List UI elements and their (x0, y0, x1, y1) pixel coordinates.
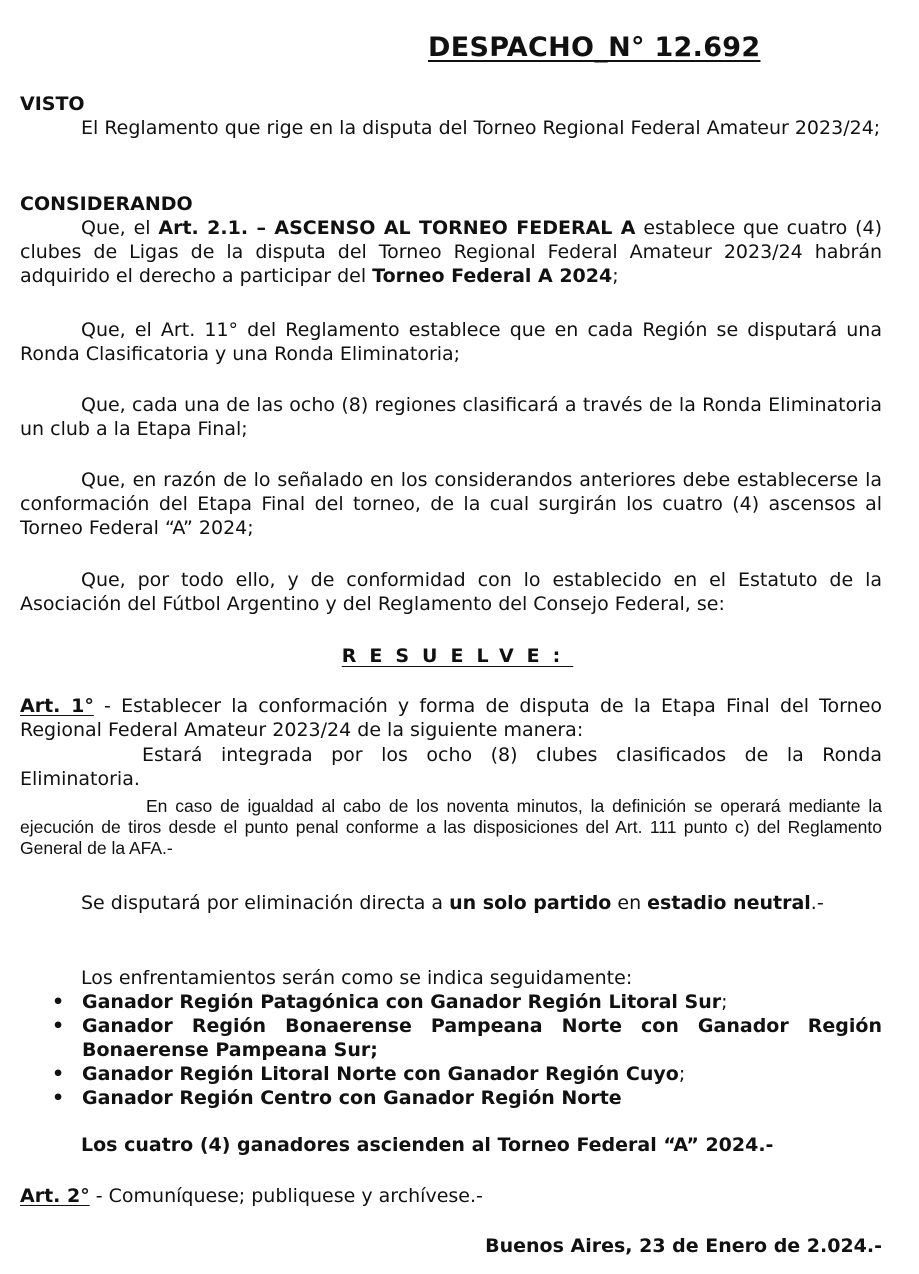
visto-heading: VISTO (20, 93, 85, 115)
list-item: • Ganador Región Bonaerense Pampeana Norte con Ganador Región Bonaerense Pampeana Sur; (52, 1015, 882, 1061)
ganadores-text: Los cuatro (4) ganadores ascienden al Torneo Federal “A” 2024.- (81, 1134, 774, 1156)
art1-integrada: Estará integrada por los ocho (8) clubes clasificados de la Ronda Eliminatoria. (20, 744, 882, 790)
considerando-section (20, 192, 882, 288)
considerando-heading: CONSIDERANDO (20, 193, 193, 215)
art1-label: Art. 1° (20, 695, 94, 717)
art2-paragraph: Art. 2° - Comuníquese; publiquese y archívese.- (20, 1185, 483, 1207)
bullet-icon: • (52, 1087, 65, 1109)
considerando-paragraph-4: Que, en razón de lo señalado en los considerandos anteriores debe establecerse la conformación del Etapa Final del torneo, de la cual surgirán los cuatro (4) ascensos al Torneo Federal “A” 2024; (20, 469, 882, 539)
resuelve-heading: RESUELVE: (341, 645, 574, 667)
bullet-icon: • (52, 1015, 65, 1037)
art2-label: Art. 2° (20, 1185, 90, 1207)
list-item: • Ganador Región Patagónica con Ganador Región Litoral Sur; (52, 991, 728, 1013)
art1-paragraph: Art. 1° - Establecer la conformación y forma de disputa de la Etapa Final del Torneo Regional Federal Amateur 2023/24 de la siguiente manera: (20, 695, 883, 741)
enfrentamientos-intro: Los enfrentamientos serán como se indica seguidamente: (81, 967, 633, 989)
bullet-icon: • (52, 1063, 65, 1085)
considerando-paragraph-5: Que, por todo ello, y de conformidad con lo establecido en el Estatuto de la Asociación del Fútbol Argentino y del Reglamento del Consejo Federal, se: (20, 569, 882, 615)
considerando-paragraph-1: Que, el Art. 2.1. – ASCENSO AL TORNEO FEDERAL A establece que cuatro (4) clubes de Ligas de la disputa del Torneo Regional Federal Amateur 2023/24 habrán adquirido el derecho a participar del Torneo Federal A 2024; (20, 217, 882, 287)
list-item: • Ganador Región Litoral Norte con Ganador Región Cuyo; (52, 1063, 686, 1085)
art1-igualdad: En caso de igualdad al cabo de los noventa minutos, la definición se operará mediante la ejecución de tiros desde el punto penal conforme a las disposiciones del Art. 111 punto c) del Reglamento General de la AFA.- (20, 796, 882, 858)
art1-disputa: Se disputará por eliminación directa a un solo partido en estadio neutral.- (81, 892, 824, 914)
considerando-paragraph-3: Que, cada una de las ocho (8) regiones clasificará a través de la Ronda Eliminatoria un club a la Etapa Final; (20, 394, 882, 440)
document-title: DESPACHO_N° 12.692 (428, 32, 761, 63)
matches-list (20, 990, 882, 1110)
date-signature: Buenos Aires, 23 de Enero de 2.024.- (485, 1235, 882, 1257)
bullet-icon: • (52, 991, 65, 1013)
visto-text: El Reglamento que rige en la disputa del Torneo Regional Federal Amateur 2023/24; (81, 117, 881, 139)
list-item: • Ganador Región Centro con Ganador Región Norte (52, 1087, 622, 1109)
visto-section (20, 92, 882, 140)
considerando-paragraph-2: Que, el Art. 11° del Reglamento establece que en cada Región se disputará una Ronda Clasificatoria y una Ronda Eliminatoria; (20, 319, 882, 365)
